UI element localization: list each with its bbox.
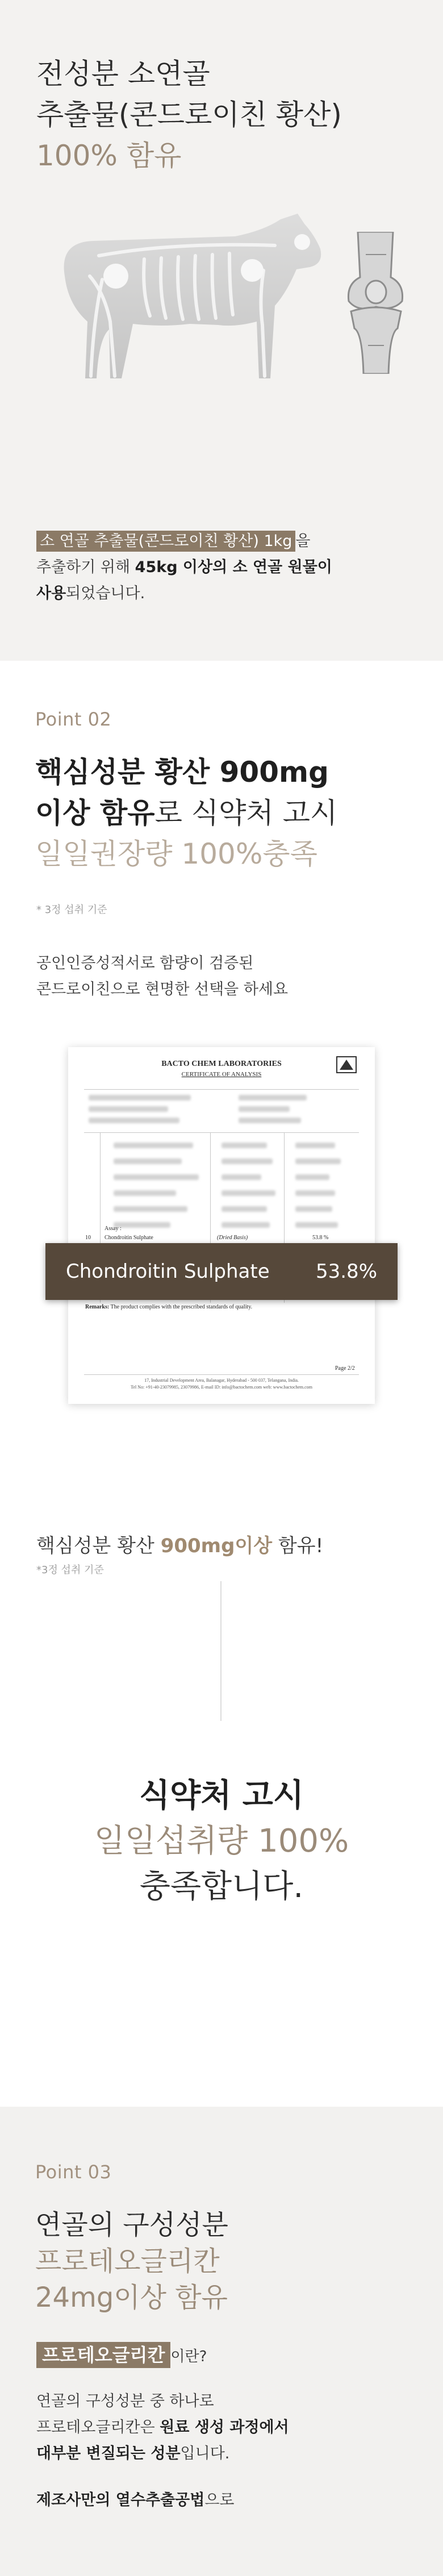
mfds-statement [0, 1773, 443, 1910]
doc-row-spec: (Dried Basis) [217, 1235, 248, 1241]
paragraph-bold: 45kg 이상의 소 연골 원물이 [135, 558, 332, 576]
point3-paragraph [36, 2389, 411, 2514]
title-line-3: 100% 함유 [36, 139, 182, 172]
doc-page-number: Page 2/2 [335, 1365, 355, 1372]
claim-text: 핵심성분 황산 [36, 1535, 161, 1557]
statement-line-3: 충족합니다. [139, 1868, 304, 1905]
paragraph-bold: 대부분 변질되는 성분 [36, 2445, 181, 2462]
proteoglycan-tag-line [36, 2341, 207, 2367]
certificate-document [68, 1047, 375, 1404]
claim-accent: 900mg이상 [160, 1535, 273, 1557]
section-point-03 [0, 2107, 443, 2576]
headline-bold: 이상 함유 [35, 797, 155, 830]
knee-joint-illustration [338, 232, 412, 374]
doc-row-value: 53.8 % [312, 1235, 329, 1241]
content-claim [36, 1530, 323, 1558]
doc-certificate-title: CERTIFICATE OF ANALYSIS [181, 1071, 262, 1078]
doc-remarks [85, 1304, 252, 1310]
lab-logo-icon [336, 1056, 357, 1073]
headline-line-1: 연골의 구성성분 [35, 2209, 228, 2241]
band-value: 53.8% [315, 1260, 377, 1283]
cow-skeleton-illustration [48, 208, 332, 401]
description-line-2: 콘드로이친으로 현명한 선택을 하세요 [36, 981, 289, 998]
proteoglycan-tag: 프로테오글리칸 [36, 2342, 170, 2368]
doc-company: BACTO CHEM LABORATORIES [161, 1060, 282, 1068]
section1-paragraph [36, 528, 411, 607]
paragraph-bold: 제조사만의 열수추출공법 [36, 2491, 205, 2509]
section1-title [36, 53, 342, 176]
doc-footer-contact: Tel No: +91-40-23079985, 23079986, E-mail ID: info@bactochem.com web: www.bactochem.com [131, 1385, 312, 1390]
section-point-02 [0, 661, 443, 2107]
headline-text: 로 식약처 고시 [154, 797, 338, 830]
description-line-1: 공인인증성적서로 함량이 검증된 [36, 954, 254, 972]
result-highlight-band [45, 1243, 398, 1300]
point2-description [36, 951, 288, 1003]
doc-remarks-text: The product complies with the prescribed standards of quality. [109, 1304, 253, 1310]
doc-assay-label: Assay : [105, 1226, 122, 1232]
headline-bold: 핵심성분 황산 900mg [35, 756, 329, 789]
claim-text: 함유! [272, 1535, 324, 1557]
paragraph-line-1: 연골의 구성성분 중 하나로 [36, 2392, 214, 2410]
tag-suffix: 이란? [170, 2348, 207, 2365]
point-label: Point 02 [35, 708, 112, 730]
title-line-2: 추출물(콘드로이친 황산) [36, 98, 342, 131]
paragraph-text: 프로테오글리칸은 [36, 2419, 160, 2436]
band-label: Chondroitin Sulphate [66, 1260, 270, 1283]
headline-line-2: 프로테오글리칸 [35, 2245, 220, 2277]
headline-line-3: 24mg이상 함유 [35, 2282, 228, 2314]
doc-footer-address: 17, Industrial Development Area, Balanagar, Hyderabad - 500 037, Telangana, India. [144, 1378, 299, 1383]
doc-row-name: Chondroitin Sulphate [105, 1235, 153, 1241]
paragraph-bold: 사용 [36, 585, 66, 602]
highlight-amount: 소 연골 추출물(콘드로이친 황산) 1kg [36, 531, 295, 552]
vertical-divider [220, 1581, 222, 1721]
paragraph-text: 추출하기 위해 [36, 558, 135, 576]
point2-headline [35, 752, 337, 874]
section-ingredients [0, 0, 443, 661]
paragraph-text: 으로 [204, 2491, 235, 2509]
statement-line-1: 식약처 고시 [139, 1777, 304, 1814]
paragraph-bold: 원료 생성 과정에서 [160, 2419, 289, 2436]
point-label: Point 03 [35, 2161, 112, 2183]
statement-line-2: 일일섭취량 100% [94, 1823, 349, 1860]
headline-accent: 일일권장량 100%충족 [35, 837, 317, 870]
title-line-1: 전성분 소연골 [36, 57, 210, 90]
paragraph-text: 되었습니다. [66, 585, 145, 602]
claim-note: *3정 섭취 기준 [36, 1564, 104, 1576]
paragraph-text: 입니다. [180, 2445, 230, 2462]
paragraph-text: 을 [295, 532, 311, 550]
point3-headline [35, 2207, 228, 2316]
intake-note: * 3정 섭취 기준 [36, 904, 107, 916]
doc-row-number: 10 [85, 1235, 91, 1241]
doc-remarks-label: Remarks: [85, 1304, 110, 1310]
